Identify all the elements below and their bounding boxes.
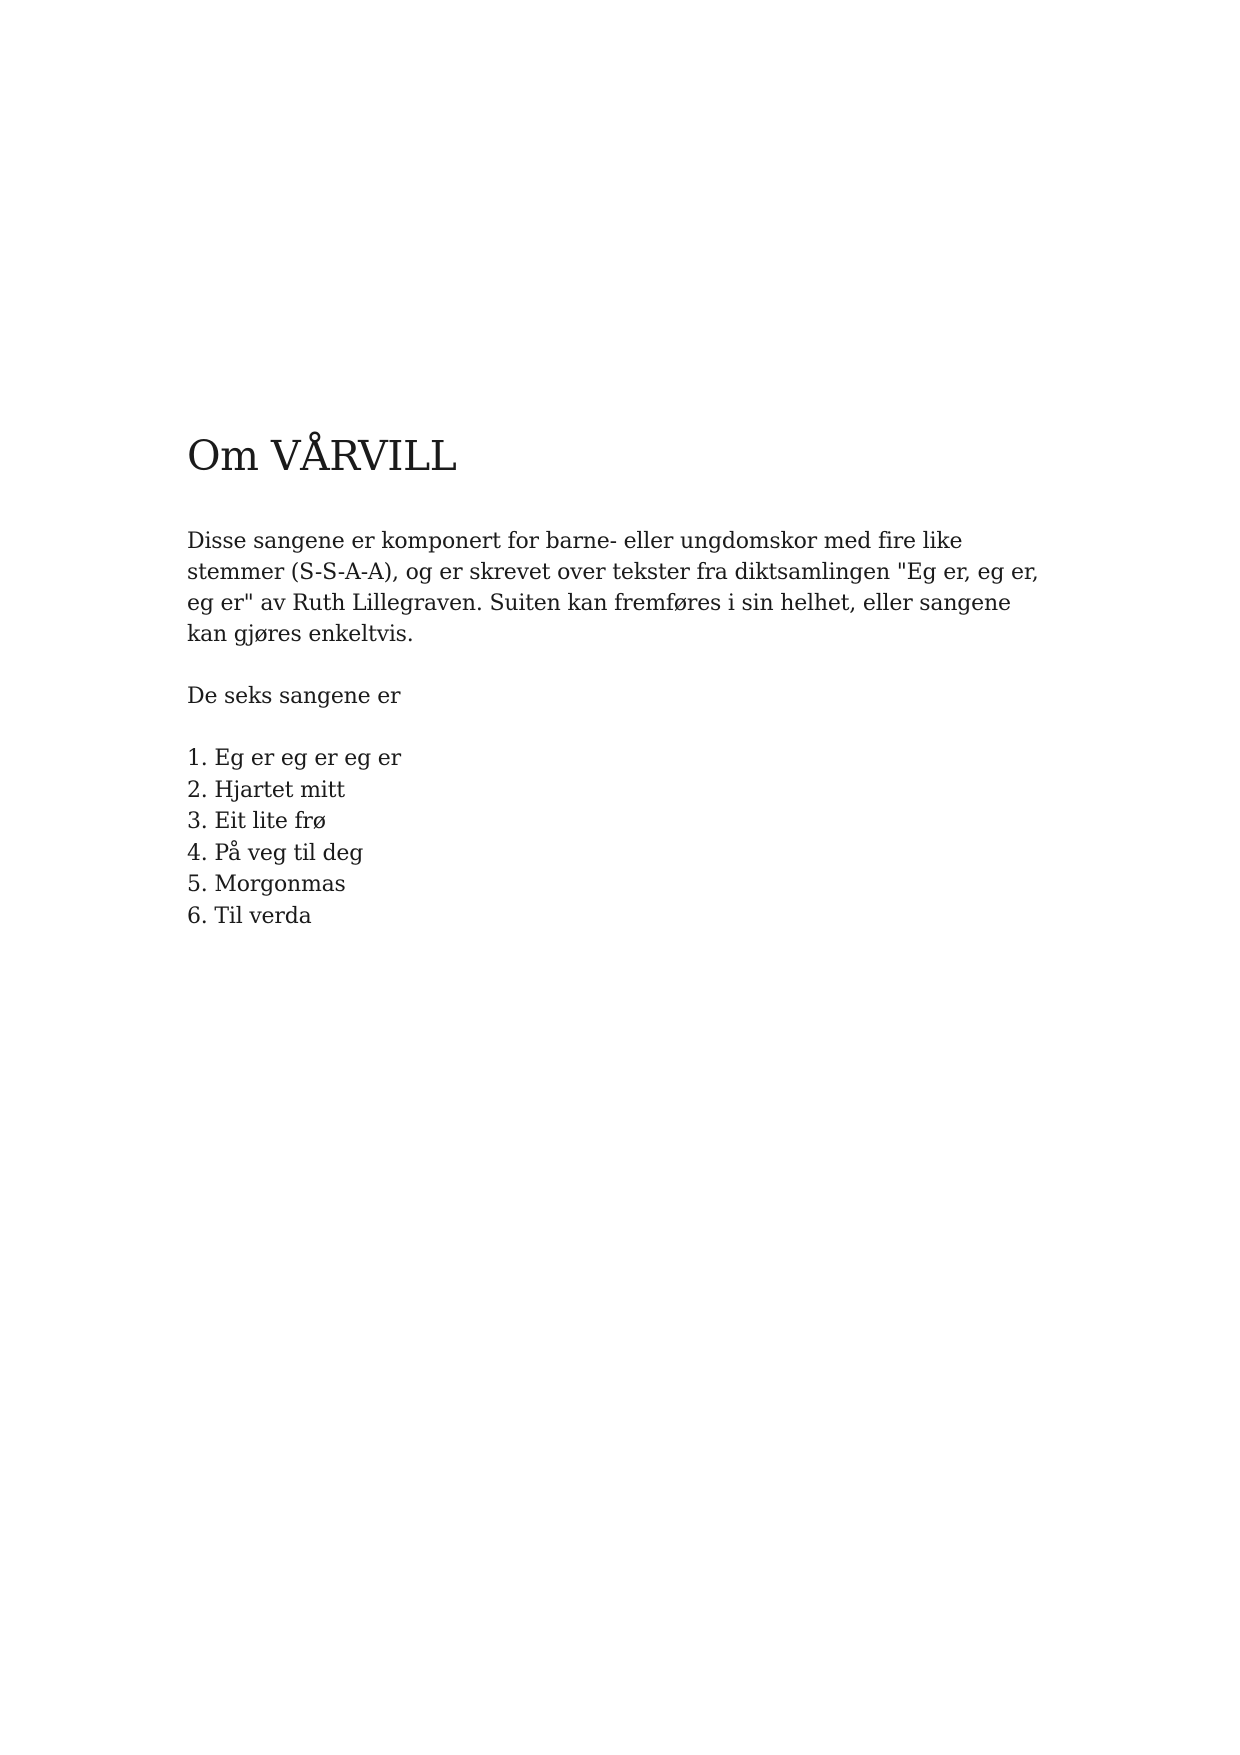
song-item: 3. Eit lite frø [187,809,326,834]
song-list [187,743,1047,932]
song-item: 5. Morgonmas [187,872,346,897]
song-item: 1. Eg er eg er eg er [187,746,401,771]
intro-paragraph: Disse sangene er komponert for barne- eller ungdomskor med fire like stemmer (S-S-A-A), og er skrevet over tekster fra diktsamlingen "Eg er, eg er, eg er" av Ruth Lillegraven. Suiten kan fremføres i sin helhet, eller sangene kan gjøres enkeltvis. [187,529,1039,647]
song-item: 2. Hjartet mitt [187,777,345,803]
song-item: 6. Til verda [187,903,312,929]
song-list-lead: De seks sangene er [187,684,401,709]
document-content [187,430,1047,932]
song-item: 4. På veg til deg [187,840,364,866]
page-title: Om VÅRVILL [187,432,457,480]
